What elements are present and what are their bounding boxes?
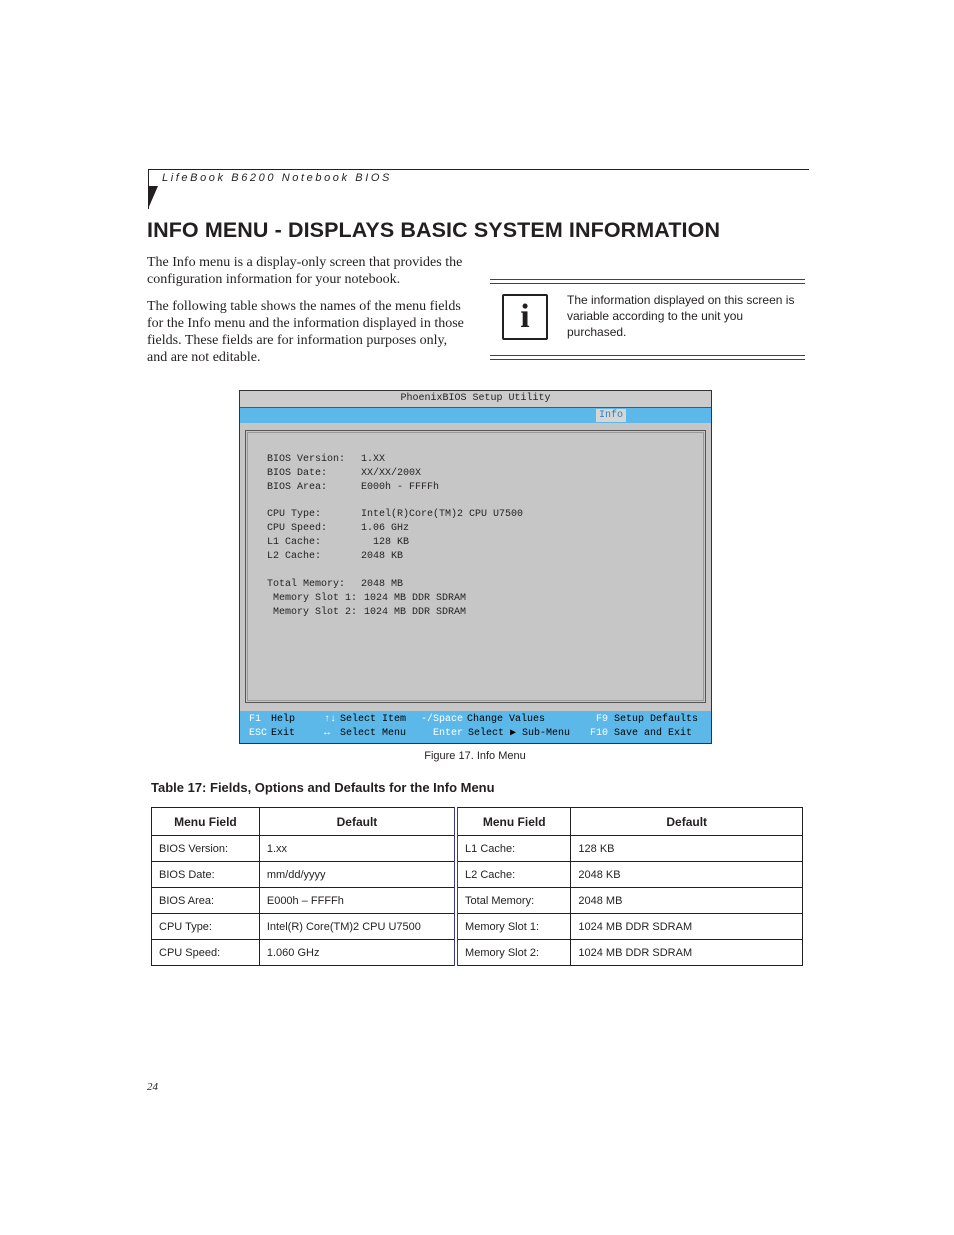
table-cell: 1024 MB DDR SDRAM: [571, 914, 803, 940]
table-cell: CPU Speed:: [152, 940, 260, 966]
key-desc: Select Item: [340, 714, 407, 725]
table-cell: 2048 KB: [571, 862, 803, 888]
page-number: 24: [147, 1081, 158, 1093]
table-cell: BIOS Area:: [152, 888, 260, 914]
table-cell: Intel(R) Core(TM)2 CPU U7500: [259, 914, 456, 940]
table-cell: 128 KB: [571, 836, 803, 862]
table-row: [152, 940, 803, 966]
table-row: [152, 862, 803, 888]
bios-label: BIOS Date:: [267, 468, 328, 479]
bios-value: XX/XX/200X: [361, 468, 422, 479]
table-cell: Total Memory:: [456, 888, 571, 914]
key-f1: F1: [249, 714, 262, 725]
bios-label: Memory Slot 1:: [267, 593, 358, 604]
key-desc: Setup Defaults: [614, 714, 699, 725]
key-desc: Save and Exit: [614, 728, 693, 739]
key-leftright: ↔: [324, 728, 331, 739]
table-cell: 2048 MB: [571, 888, 803, 914]
table-cell: mm/dd/yyyy: [259, 862, 456, 888]
running-title: LifeBook B6200 Notebook BIOS: [162, 172, 392, 184]
bios-label: BIOS Area:: [267, 482, 328, 493]
table-row: [152, 888, 803, 914]
figure-caption-text: Figure 17. Info Menu: [424, 750, 526, 762]
table-description-paragraph: The following table shows the names of the menu fields for the Info menu and the information displayed in those fields. These fields are for information purposes only, and are not editable.: [147, 299, 464, 365]
bios-label: CPU Speed:: [267, 523, 328, 534]
table-cell: Memory Slot 2:: [456, 940, 571, 966]
info-menu-defaults-table: [151, 807, 803, 966]
bios-info-panel: [245, 430, 706, 703]
bios-value: 128 KB: [361, 537, 410, 548]
intro-paragraph: The Info menu is a display-only screen that provides the configuration information for your notebook.: [147, 255, 463, 287]
bios-value: 1024 MB DDR SDRAM: [364, 607, 467, 618]
table-cell: Memory Slot 1:: [456, 914, 571, 940]
page-title: INFO MENU - DISPLAYS BASIC SYSTEM INFORMATION: [147, 218, 721, 242]
bios-screen: [239, 390, 712, 744]
bios-label: Total Memory:: [267, 579, 346, 590]
table-title: Table 17: Fields, Options and Defaults for the Info Menu: [151, 780, 495, 795]
col-header-menu-field: Menu Field: [152, 808, 260, 836]
tab-info[interactable]: Info: [596, 409, 626, 422]
header-slash: [148, 186, 158, 209]
table-cell: E000h – FFFFh: [259, 888, 456, 914]
col-header-default: Default: [259, 808, 456, 836]
key-desc: Select Menu: [340, 728, 407, 739]
key-updown: ↑↓: [324, 714, 337, 725]
key-desc: Exit: [271, 728, 296, 739]
note-top-rule: [490, 279, 805, 284]
key-desc: Help: [271, 714, 296, 725]
key-esc: ESC: [249, 728, 268, 739]
bios-label: L2 Cache:: [267, 551, 322, 562]
bios-value: 1.06 GHz: [361, 523, 410, 534]
key-f9: F9: [596, 714, 609, 725]
table-header-row: [152, 808, 803, 836]
key-f10: F10: [590, 728, 609, 739]
bios-label: BIOS Version:: [267, 454, 346, 465]
bios-label: CPU Type:: [267, 509, 322, 520]
table-cell: BIOS Version:: [152, 836, 260, 862]
bios-label: L1 Cache:: [267, 537, 322, 548]
bios-value: E000h - FFFFh: [361, 482, 440, 493]
table-row: [152, 836, 803, 862]
bios-title: PhoenixBIOS Setup Utility: [240, 391, 711, 408]
bios-key-legend: [240, 711, 711, 743]
table-row: [152, 914, 803, 940]
table-cell: 1024 MB DDR SDRAM: [571, 940, 803, 966]
figure-caption: [0, 750, 954, 762]
bios-value: 1024 MB DDR SDRAM: [364, 593, 467, 604]
col-header-menu-field: Menu Field: [456, 808, 571, 836]
table-cell: 1.xx: [259, 836, 456, 862]
bios-value: 1.XX: [361, 454, 386, 465]
key-desc: Select ▶ Sub-Menu: [468, 728, 571, 739]
info-icon: [502, 294, 548, 340]
table-cell: CPU Type:: [152, 914, 260, 940]
bios-value: 2048 MB: [361, 579, 404, 590]
bios-menu-bar: [240, 408, 711, 423]
key-desc: Change Values: [467, 714, 546, 725]
note-text: The information displayed on this screen is variable according to the unit you purchased.: [567, 293, 795, 339]
table-cell: L1 Cache:: [456, 836, 571, 862]
table-cell: 1.060 GHz: [259, 940, 456, 966]
info-icon-glyph: i: [520, 298, 530, 335]
col-header-default: Default: [571, 808, 803, 836]
table-cell: BIOS Date:: [152, 862, 260, 888]
table-cell: L2 Cache:: [456, 862, 571, 888]
bios-value: Intel(R)Core(TM)2 CPU U7500: [361, 509, 524, 520]
bios-value: 2048 KB: [361, 551, 404, 562]
key-enter: Enter: [433, 728, 464, 739]
note-bottom-rule: [490, 355, 805, 360]
bios-label: Memory Slot 2:: [267, 607, 358, 618]
header-rule: [148, 169, 809, 170]
key-space: -/Space: [421, 714, 464, 725]
